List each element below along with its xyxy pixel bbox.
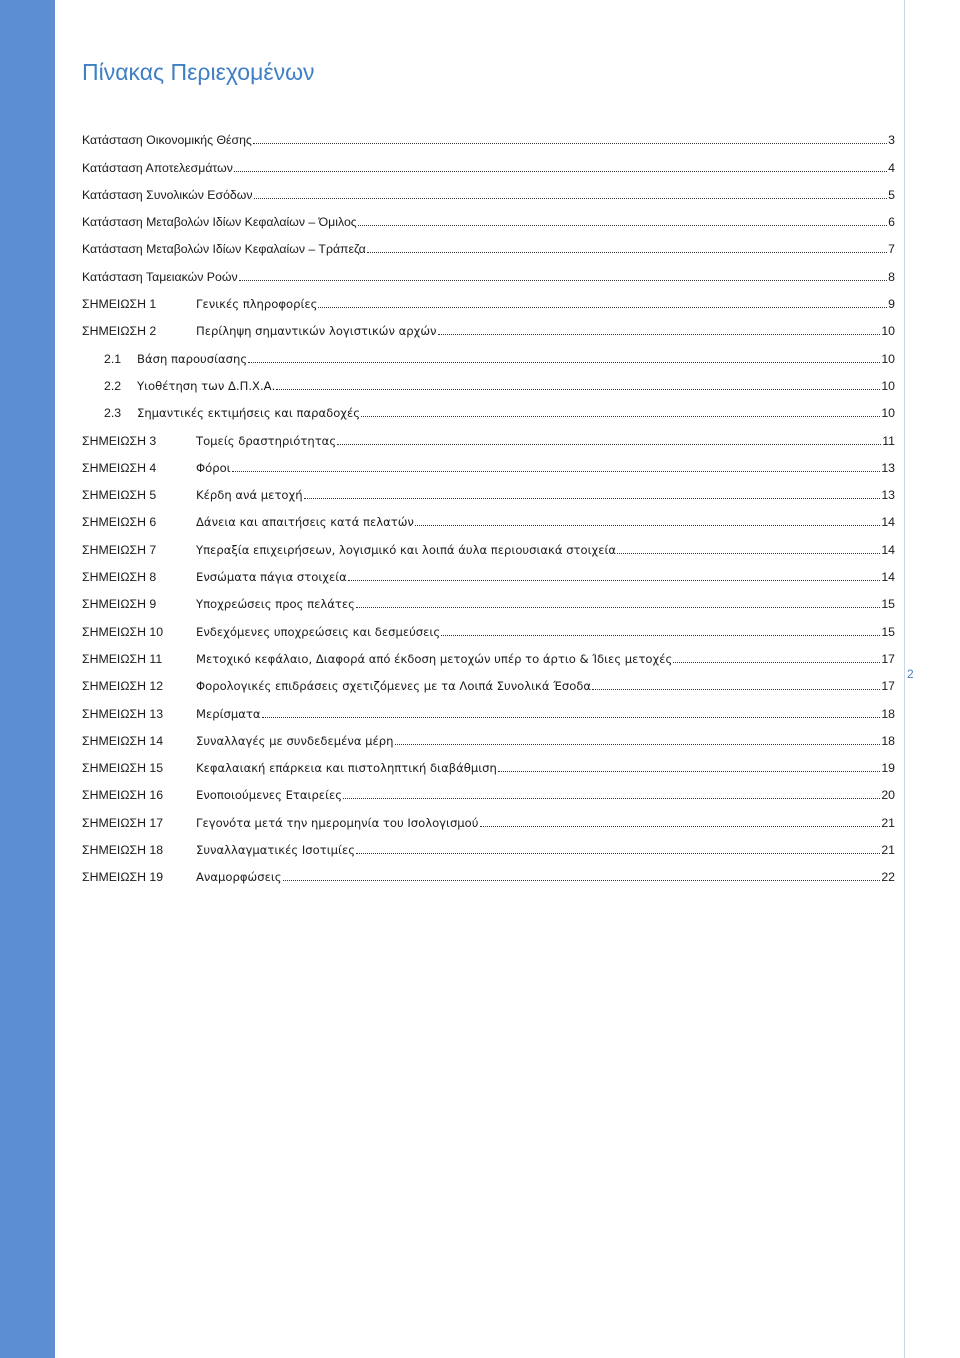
toc-entry-label: ΣΗΜΕΙΩΣΗ 19 bbox=[82, 870, 164, 885]
toc-entry[interactable] bbox=[82, 805, 895, 832]
toc-dot-leader bbox=[262, 716, 881, 718]
toc-dot-leader bbox=[361, 415, 880, 417]
toc-dot-leader bbox=[248, 361, 880, 363]
toc-entry-page-number: 14 bbox=[881, 542, 895, 557]
toc-entry-page-number: 14 bbox=[881, 570, 895, 585]
toc-entry-label: ΣΗΜΕΙΩΣΗ 18 bbox=[82, 843, 164, 858]
toc-entry[interactable] bbox=[82, 341, 895, 368]
toc-entry-label: ΣΗΜΕΙΩΣΗ 16 bbox=[82, 788, 164, 803]
toc-entry[interactable] bbox=[82, 150, 895, 177]
toc-entry[interactable] bbox=[82, 205, 895, 232]
toc-entry-page-number: 13 bbox=[881, 460, 895, 475]
toc-entry-title: Φόροι bbox=[196, 460, 231, 475]
toc-entry-title: Κατάσταση Ταμειακών Ροών bbox=[82, 269, 238, 284]
toc-entry-page-number: 17 bbox=[881, 679, 895, 694]
toc-dot-leader bbox=[276, 388, 880, 390]
table-of-contents bbox=[82, 123, 895, 887]
toc-dot-leader bbox=[304, 497, 881, 499]
toc-entry-title: Κατάσταση Μεταβολών Ιδίων Κεφαλαίων – Τράπεζα bbox=[82, 242, 366, 257]
toc-entry-label: ΣΗΜΕΙΩΣΗ 17 bbox=[82, 815, 164, 830]
toc-entry[interactable] bbox=[82, 532, 895, 559]
toc-entry-page-number: 17 bbox=[881, 651, 895, 666]
toc-entry[interactable] bbox=[82, 560, 895, 587]
toc-entry-title: Σημαντικές εκτιμήσεις και παραδοχές bbox=[137, 406, 361, 421]
toc-entry[interactable] bbox=[82, 478, 895, 505]
toc-entry-label: ΣΗΜΕΙΩΣΗ 14 bbox=[82, 733, 164, 748]
toc-entry-label: ΣΗΜΕΙΩΣΗ 9 bbox=[82, 597, 157, 612]
toc-entry[interactable] bbox=[82, 724, 895, 751]
toc-dot-leader bbox=[337, 443, 881, 445]
toc-dot-leader bbox=[232, 470, 881, 472]
toc-entry-section-number: 2.1 bbox=[104, 351, 122, 366]
toc-entry-page-number: 6 bbox=[888, 215, 895, 230]
toc-entry-title: Μετοχικό κεφάλαιο, Διαφορά από έκδοση μετοχών υπέρ το άρτιο & Ίδιες μετοχές bbox=[196, 651, 673, 666]
toc-entry-label: ΣΗΜΕΙΩΣΗ 6 bbox=[82, 515, 157, 530]
toc-entry-page-number: 15 bbox=[881, 597, 895, 612]
toc-entry[interactable] bbox=[82, 314, 895, 341]
toc-entry[interactable] bbox=[82, 369, 895, 396]
toc-entry-title: Ενσώματα πάγια στοιχεία bbox=[196, 570, 347, 585]
toc-entry-title: Υπεραξία επιχειρήσεων, λογισμικό και λοιπά άυλα περιουσιακά στοιχεία bbox=[196, 542, 617, 557]
toc-entry-title: Μερίσματα bbox=[196, 706, 261, 721]
toc-dot-leader bbox=[358, 224, 887, 226]
toc-entry[interactable] bbox=[82, 396, 895, 423]
toc-entry-label: ΣΗΜΕΙΩΣΗ 11 bbox=[82, 651, 163, 666]
toc-entry-label: ΣΗΜΕΙΩΣΗ 15 bbox=[82, 761, 164, 776]
toc-entry-page-number: 19 bbox=[881, 761, 895, 776]
toc-entry[interactable] bbox=[82, 778, 895, 805]
toc-entry-title: Περίληψη σημαντικών λογιστικών αρχών bbox=[196, 324, 437, 339]
toc-entry-label: ΣΗΜΕΙΩΣΗ 2 bbox=[82, 324, 157, 339]
toc-entry-label: ΣΗΜΕΙΩΣΗ 12 bbox=[82, 679, 164, 694]
toc-dot-leader bbox=[239, 279, 888, 281]
toc-dot-leader bbox=[253, 142, 887, 144]
toc-entry-page-number: 14 bbox=[881, 515, 895, 530]
toc-entry-label: ΣΗΜΕΙΩΣΗ 13 bbox=[82, 706, 164, 721]
toc-entry[interactable] bbox=[82, 505, 895, 532]
toc-entry-page-number: 10 bbox=[881, 351, 895, 366]
toc-entry-section-number: 2.2 bbox=[104, 378, 122, 393]
toc-entry-title: Κεφαλαιακή επάρκεια και πιστοληπτική διαβάθμιση bbox=[196, 761, 497, 776]
toc-entry-title: Αναμορφώσεις bbox=[196, 870, 282, 885]
toc-dot-leader bbox=[343, 797, 880, 799]
toc-entry[interactable] bbox=[82, 232, 895, 259]
toc-dot-leader bbox=[367, 251, 887, 253]
toc-entry[interactable] bbox=[82, 259, 895, 286]
toc-entry-title: Τομείς δραστηριότητας bbox=[196, 433, 337, 448]
toc-dot-leader bbox=[283, 879, 881, 881]
toc-title: Πίνακας Περιεχομένων bbox=[82, 59, 315, 86]
toc-entry-title: Βάση παρουσίασης bbox=[137, 351, 248, 366]
toc-entry[interactable] bbox=[82, 287, 895, 314]
toc-entry-label: ΣΗΜΕΙΩΣΗ 4 bbox=[82, 460, 157, 475]
toc-entry-title: Κατάσταση Μεταβολών Ιδίων Κεφαλαίων – Όμιλος bbox=[82, 215, 357, 230]
toc-entry[interactable] bbox=[82, 451, 895, 478]
toc-entry[interactable] bbox=[82, 669, 895, 696]
toc-entry-title: Ενοποιούμενες Εταιρείες bbox=[196, 788, 343, 803]
toc-entry-title: Κατάσταση Αποτελεσμάτων bbox=[82, 160, 233, 175]
toc-entry-page-number: 20 bbox=[881, 788, 895, 803]
toc-entry-title: Γενικές πληροφορίες bbox=[196, 297, 318, 312]
toc-entry-label: ΣΗΜΕΙΩΣΗ 3 bbox=[82, 433, 157, 448]
toc-dot-leader bbox=[438, 333, 881, 335]
toc-entry-title: Συναλλαγές με συνδεδεμένα μέρη bbox=[196, 733, 394, 748]
toc-entry-page-number: 4 bbox=[888, 160, 895, 175]
toc-dot-leader bbox=[415, 524, 880, 526]
toc-dot-leader bbox=[498, 770, 880, 772]
toc-dot-leader bbox=[318, 306, 887, 308]
toc-entry-section-number: 2.3 bbox=[104, 406, 122, 421]
left-margin-bar bbox=[0, 0, 55, 1358]
toc-dot-leader bbox=[254, 197, 888, 199]
toc-dot-leader bbox=[441, 634, 880, 636]
toc-entry-page-number: 10 bbox=[881, 406, 895, 421]
toc-entry-title: Δάνεια και απαιτήσεις κατά πελατών bbox=[196, 515, 414, 530]
toc-entry[interactable] bbox=[82, 860, 895, 887]
toc-entry[interactable] bbox=[82, 178, 895, 205]
toc-entry-page-number: 10 bbox=[881, 324, 895, 339]
toc-dot-leader bbox=[395, 743, 881, 745]
toc-entry[interactable] bbox=[82, 696, 895, 723]
toc-entry-page-number: 5 bbox=[888, 187, 895, 202]
toc-entry-page-number: 8 bbox=[888, 269, 895, 284]
toc-entry-page-number: 7 bbox=[888, 242, 895, 257]
toc-entry-page-number: 10 bbox=[881, 378, 895, 393]
toc-dot-leader bbox=[234, 170, 887, 172]
toc-entry[interactable] bbox=[82, 642, 895, 669]
toc-entry-label: ΣΗΜΕΙΩΣΗ 1 bbox=[82, 297, 157, 312]
toc-entry-label: ΣΗΜΕΙΩΣΗ 7 bbox=[82, 542, 157, 557]
toc-entry[interactable] bbox=[82, 833, 895, 860]
toc-entry-page-number: 3 bbox=[888, 133, 895, 148]
page-number: 2 bbox=[907, 667, 914, 681]
toc-entry-title: Κέρδη ανά μετοχή bbox=[196, 488, 303, 503]
toc-entry[interactable] bbox=[82, 423, 895, 450]
toc-entry[interactable] bbox=[82, 614, 895, 641]
toc-entry-page-number: 15 bbox=[881, 624, 895, 639]
toc-entry-title: Κατάσταση Συνολικών Εσόδων bbox=[82, 187, 253, 202]
toc-entry[interactable] bbox=[82, 587, 895, 614]
toc-entry-title: Κατάσταση Οικονομικής Θέσης bbox=[82, 133, 252, 148]
toc-dot-leader bbox=[673, 661, 880, 663]
toc-entry-page-number: 13 bbox=[881, 488, 895, 503]
toc-entry-title: Υποχρεώσεις προς πελάτες bbox=[196, 597, 355, 612]
toc-entry[interactable] bbox=[82, 123, 895, 150]
toc-dot-leader bbox=[356, 606, 880, 608]
toc-entry-title: Υιοθέτηση των Δ.Π.Χ.Α. bbox=[137, 378, 276, 393]
toc-entry-title: Φορολογικές επιδράσεις σχετιζόμενες με τα Λοιπά Συνολικά Έσοδα bbox=[196, 679, 592, 694]
toc-dot-leader bbox=[356, 852, 880, 854]
toc-entry-label: ΣΗΜΕΙΩΣΗ 10 bbox=[82, 624, 164, 639]
toc-entry-title: Γεγονότα μετά την ημερομηνία του Ισολογισμού bbox=[196, 815, 479, 830]
toc-entry-page-number: 11 bbox=[882, 433, 895, 448]
toc-entry-label: ΣΗΜΕΙΩΣΗ 5 bbox=[82, 488, 157, 503]
toc-entry-title: Συναλλαγματικές Ισοτιμίες bbox=[196, 843, 356, 858]
toc-dot-leader bbox=[348, 579, 881, 581]
toc-entry-label: ΣΗΜΕΙΩΣΗ 8 bbox=[82, 570, 157, 585]
toc-dot-leader bbox=[480, 825, 881, 827]
toc-entry-page-number: 18 bbox=[881, 733, 895, 748]
toc-dot-leader bbox=[592, 688, 880, 690]
toc-entry[interactable] bbox=[82, 751, 895, 778]
toc-dot-leader bbox=[617, 552, 880, 554]
toc-entry-page-number: 18 bbox=[881, 706, 895, 721]
toc-entry-page-number: 21 bbox=[881, 843, 895, 858]
toc-entry-page-number: 22 bbox=[881, 870, 895, 885]
toc-entry-page-number: 21 bbox=[881, 815, 895, 830]
toc-entry-page-number: 9 bbox=[888, 297, 895, 312]
toc-entry-title: Ενδεχόμενες υποχρεώσεις και δεσμεύσεις bbox=[196, 624, 441, 639]
